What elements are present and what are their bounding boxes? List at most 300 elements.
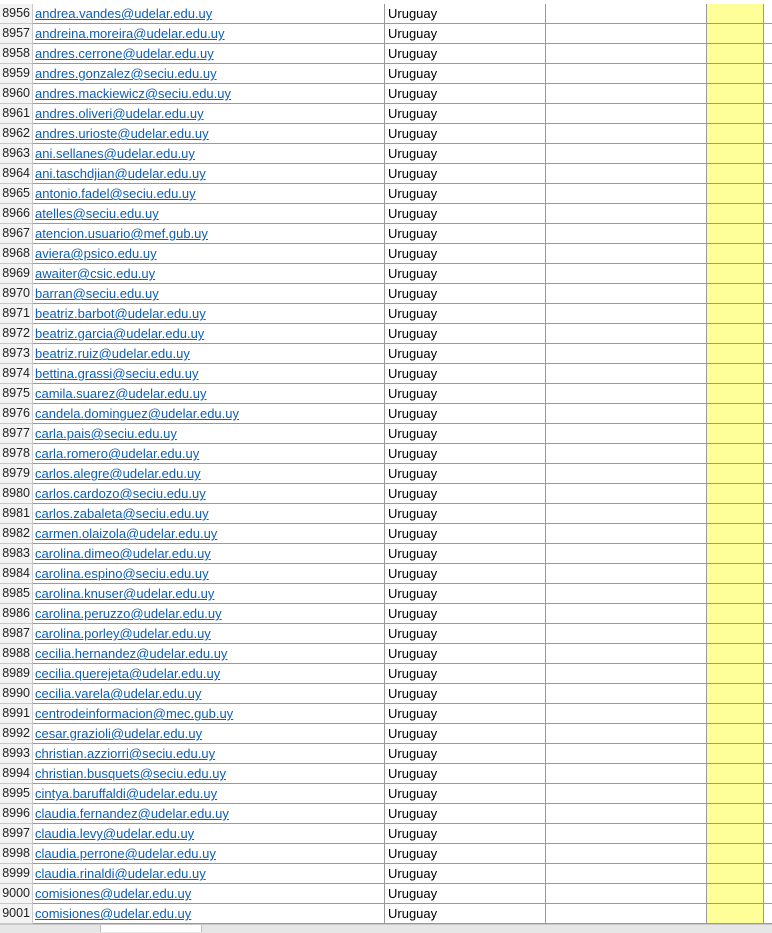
- empty-cell[interactable]: [546, 464, 707, 484]
- email-link[interactable]: claudia.rinaldi@udelar.edu.uy: [35, 866, 206, 881]
- email-link[interactable]: andres.urioste@udelar.edu.uy: [35, 126, 209, 141]
- country-cell[interactable]: Uruguay: [385, 884, 546, 904]
- email-link[interactable]: carolina.peruzzo@udelar.edu.uy: [35, 606, 222, 621]
- country-cell[interactable]: Uruguay: [385, 504, 546, 524]
- empty-cell[interactable]: [546, 904, 707, 924]
- email-cell[interactable]: [33, 484, 385, 504]
- highlighted-cell[interactable]: [707, 4, 764, 24]
- highlighted-cell[interactable]: [707, 24, 764, 44]
- partial-cell[interactable]: [764, 364, 772, 384]
- empty-cell[interactable]: [546, 504, 707, 524]
- email-cell[interactable]: [33, 564, 385, 584]
- country-cell[interactable]: Uruguay: [385, 124, 546, 144]
- row-number[interactable]: 8969: [0, 264, 33, 284]
- row-number[interactable]: 8991: [0, 704, 33, 724]
- row-number[interactable]: 8996: [0, 804, 33, 824]
- row-number[interactable]: 8988: [0, 644, 33, 664]
- partial-cell[interactable]: [764, 824, 772, 844]
- email-cell[interactable]: [33, 384, 385, 404]
- row-number[interactable]: 8960: [0, 84, 33, 104]
- email-cell[interactable]: [33, 224, 385, 244]
- highlighted-cell[interactable]: [707, 224, 764, 244]
- email-cell[interactable]: [33, 204, 385, 224]
- row-number[interactable]: 8964: [0, 164, 33, 184]
- country-cell[interactable]: Uruguay: [385, 744, 546, 764]
- partial-cell[interactable]: [764, 704, 772, 724]
- email-link[interactable]: andres.oliveri@udelar.edu.uy: [35, 106, 204, 121]
- country-cell[interactable]: Uruguay: [385, 404, 546, 424]
- empty-cell[interactable]: [546, 764, 707, 784]
- country-cell[interactable]: Uruguay: [385, 724, 546, 744]
- email-cell[interactable]: [33, 444, 385, 464]
- country-cell[interactable]: Uruguay: [385, 144, 546, 164]
- country-cell[interactable]: Uruguay: [385, 4, 546, 24]
- partial-cell[interactable]: [764, 104, 772, 124]
- email-link[interactable]: comisiones@udelar.edu.uy: [35, 906, 192, 921]
- partial-cell[interactable]: [764, 544, 772, 564]
- email-link[interactable]: claudia.levy@udelar.edu.uy: [35, 826, 195, 841]
- email-cell[interactable]: [33, 324, 385, 344]
- email-link[interactable]: cecilia.varela@udelar.edu.uy: [35, 686, 202, 701]
- partial-cell[interactable]: [764, 804, 772, 824]
- email-cell[interactable]: [33, 604, 385, 624]
- empty-cell[interactable]: [546, 364, 707, 384]
- empty-cell[interactable]: [546, 784, 707, 804]
- email-link[interactable]: cecilia.hernandez@udelar.edu.uy: [35, 646, 228, 661]
- email-cell[interactable]: [33, 504, 385, 524]
- country-cell[interactable]: Uruguay: [385, 844, 546, 864]
- row-number[interactable]: 8989: [0, 664, 33, 684]
- partial-cell[interactable]: [764, 444, 772, 464]
- country-cell[interactable]: Uruguay: [385, 224, 546, 244]
- email-link[interactable]: atelles@seciu.edu.uy: [35, 206, 159, 221]
- highlighted-cell[interactable]: [707, 164, 764, 184]
- email-link[interactable]: carla.pais@seciu.edu.uy: [35, 426, 177, 441]
- email-cell[interactable]: [33, 344, 385, 364]
- empty-cell[interactable]: [546, 44, 707, 64]
- empty-cell[interactable]: [546, 104, 707, 124]
- empty-cell[interactable]: [546, 724, 707, 744]
- partial-cell[interactable]: [764, 884, 772, 904]
- empty-cell[interactable]: [546, 404, 707, 424]
- highlighted-cell[interactable]: [707, 444, 764, 464]
- partial-cell[interactable]: [764, 644, 772, 664]
- row-number[interactable]: 8982: [0, 524, 33, 544]
- email-cell[interactable]: [33, 124, 385, 144]
- row-number[interactable]: 8965: [0, 184, 33, 204]
- row-number[interactable]: 8976: [0, 404, 33, 424]
- highlighted-cell[interactable]: [707, 804, 764, 824]
- country-cell[interactable]: Uruguay: [385, 364, 546, 384]
- highlighted-cell[interactable]: [707, 564, 764, 584]
- partial-cell[interactable]: [764, 904, 772, 924]
- highlighted-cell[interactable]: [707, 424, 764, 444]
- empty-cell[interactable]: [546, 244, 707, 264]
- row-number[interactable]: 8993: [0, 744, 33, 764]
- email-cell[interactable]: [33, 144, 385, 164]
- empty-cell[interactable]: [546, 804, 707, 824]
- highlighted-cell[interactable]: [707, 44, 764, 64]
- email-link[interactable]: carlos.alegre@udelar.edu.uy: [35, 466, 201, 481]
- email-link[interactable]: ani.taschdjian@udelar.edu.uy: [35, 166, 206, 181]
- partial-cell[interactable]: [764, 164, 772, 184]
- row-number[interactable]: 8978: [0, 444, 33, 464]
- email-link[interactable]: andres.gonzalez@seciu.edu.uy: [35, 66, 217, 81]
- email-cell[interactable]: [33, 304, 385, 324]
- partial-cell[interactable]: [764, 244, 772, 264]
- partial-cell[interactable]: [764, 144, 772, 164]
- row-number[interactable]: 8990: [0, 684, 33, 704]
- empty-cell[interactable]: [546, 704, 707, 724]
- email-cell[interactable]: [33, 244, 385, 264]
- partial-cell[interactable]: [764, 524, 772, 544]
- email-link[interactable]: andres.mackiewicz@seciu.edu.uy: [35, 86, 232, 101]
- partial-cell[interactable]: [764, 484, 772, 504]
- row-number[interactable]: 8962: [0, 124, 33, 144]
- partial-cell[interactable]: [764, 4, 772, 24]
- email-link[interactable]: claudia.perrone@udelar.edu.uy: [35, 846, 216, 861]
- partial-cell[interactable]: [764, 24, 772, 44]
- highlighted-cell[interactable]: [707, 104, 764, 124]
- email-cell[interactable]: [33, 784, 385, 804]
- row-number[interactable]: 8981: [0, 504, 33, 524]
- highlighted-cell[interactable]: [707, 584, 764, 604]
- email-link[interactable]: atencion.usuario@mef.gub.uy: [35, 226, 208, 241]
- row-number[interactable]: 8999: [0, 864, 33, 884]
- email-cell[interactable]: [33, 724, 385, 744]
- country-cell[interactable]: Uruguay: [385, 444, 546, 464]
- email-link[interactable]: carlos.cardozo@seciu.edu.uy: [35, 486, 206, 501]
- highlighted-cell[interactable]: [707, 624, 764, 644]
- highlighted-cell[interactable]: [707, 504, 764, 524]
- partial-cell[interactable]: [764, 264, 772, 284]
- highlighted-cell[interactable]: [707, 404, 764, 424]
- email-cell[interactable]: [33, 264, 385, 284]
- highlighted-cell[interactable]: [707, 244, 764, 264]
- highlighted-cell[interactable]: [707, 704, 764, 724]
- email-link[interactable]: carolina.dimeo@udelar.edu.uy: [35, 546, 211, 561]
- row-number[interactable]: 8998: [0, 844, 33, 864]
- highlighted-cell[interactable]: [707, 284, 764, 304]
- email-cell[interactable]: [33, 904, 385, 924]
- country-cell[interactable]: Uruguay: [385, 424, 546, 444]
- row-number[interactable]: 8956: [0, 4, 33, 24]
- partial-cell[interactable]: [764, 844, 772, 864]
- country-cell[interactable]: Uruguay: [385, 24, 546, 44]
- row-number[interactable]: 8966: [0, 204, 33, 224]
- email-cell[interactable]: [33, 364, 385, 384]
- empty-cell[interactable]: [546, 824, 707, 844]
- email-link[interactable]: andrea.vandes@udelar.edu.uy: [35, 6, 213, 21]
- empty-cell[interactable]: [546, 344, 707, 364]
- highlighted-cell[interactable]: [707, 364, 764, 384]
- row-number[interactable]: 8957: [0, 24, 33, 44]
- partial-cell[interactable]: [764, 224, 772, 244]
- email-link[interactable]: cecilia.querejeta@udelar.edu.uy: [35, 666, 221, 681]
- highlighted-cell[interactable]: [707, 784, 764, 804]
- partial-cell[interactable]: [764, 124, 772, 144]
- partial-cell[interactable]: [764, 84, 772, 104]
- email-cell[interactable]: [33, 804, 385, 824]
- highlighted-cell[interactable]: [707, 884, 764, 904]
- partial-cell[interactable]: [764, 764, 772, 784]
- partial-cell[interactable]: [764, 664, 772, 684]
- email-cell[interactable]: [33, 24, 385, 44]
- highlighted-cell[interactable]: [707, 464, 764, 484]
- email-link[interactable]: bettina.grassi@seciu.edu.uy: [35, 366, 199, 381]
- country-cell[interactable]: Uruguay: [385, 784, 546, 804]
- email-link[interactable]: candela.dominguez@udelar.edu.uy: [35, 406, 240, 421]
- email-cell[interactable]: [33, 844, 385, 864]
- row-number[interactable]: 8973: [0, 344, 33, 364]
- email-link[interactable]: christian.busquets@seciu.edu.uy: [35, 766, 226, 781]
- highlighted-cell[interactable]: [707, 724, 764, 744]
- email-cell[interactable]: [33, 644, 385, 664]
- empty-cell[interactable]: [546, 424, 707, 444]
- row-number[interactable]: 8983: [0, 544, 33, 564]
- partial-cell[interactable]: [764, 564, 772, 584]
- email-cell[interactable]: [33, 864, 385, 884]
- email-cell[interactable]: [33, 104, 385, 124]
- partial-cell[interactable]: [764, 864, 772, 884]
- country-cell[interactable]: Uruguay: [385, 684, 546, 704]
- email-cell[interactable]: [33, 824, 385, 844]
- country-cell[interactable]: Uruguay: [385, 464, 546, 484]
- partial-cell[interactable]: [764, 504, 772, 524]
- highlighted-cell[interactable]: [707, 344, 764, 364]
- country-cell[interactable]: Uruguay: [385, 484, 546, 504]
- row-number[interactable]: 8958: [0, 44, 33, 64]
- empty-cell[interactable]: [546, 144, 707, 164]
- empty-cell[interactable]: [546, 284, 707, 304]
- empty-cell[interactable]: [546, 4, 707, 24]
- email-cell[interactable]: [33, 84, 385, 104]
- row-number[interactable]: 8977: [0, 424, 33, 444]
- email-link[interactable]: cintya.baruffaldi@udelar.edu.uy: [35, 786, 218, 801]
- email-link[interactable]: carmen.olaizola@udelar.edu.uy: [35, 526, 218, 541]
- email-cell[interactable]: [33, 404, 385, 424]
- email-link[interactable]: claudia.fernandez@udelar.edu.uy: [35, 806, 229, 821]
- empty-cell[interactable]: [546, 124, 707, 144]
- empty-cell[interactable]: [546, 844, 707, 864]
- partial-cell[interactable]: [764, 744, 772, 764]
- country-cell[interactable]: Uruguay: [385, 384, 546, 404]
- highlighted-cell[interactable]: [707, 604, 764, 624]
- highlighted-cell[interactable]: [707, 844, 764, 864]
- email-link[interactable]: awaiter@csic.edu.uy: [35, 266, 156, 281]
- partial-cell[interactable]: [764, 404, 772, 424]
- row-number[interactable]: 8967: [0, 224, 33, 244]
- partial-cell[interactable]: [764, 424, 772, 444]
- highlighted-cell[interactable]: [707, 84, 764, 104]
- empty-cell[interactable]: [546, 304, 707, 324]
- email-cell[interactable]: [33, 64, 385, 84]
- partial-cell[interactable]: [764, 304, 772, 324]
- country-cell[interactable]: Uruguay: [385, 904, 546, 924]
- email-cell[interactable]: [33, 164, 385, 184]
- partial-cell[interactable]: [764, 584, 772, 604]
- highlighted-cell[interactable]: [707, 264, 764, 284]
- country-cell[interactable]: Uruguay: [385, 704, 546, 724]
- row-number[interactable]: 8994: [0, 764, 33, 784]
- empty-cell[interactable]: [546, 64, 707, 84]
- email-link[interactable]: beatriz.ruiz@udelar.edu.uy: [35, 346, 190, 361]
- highlighted-cell[interactable]: [707, 304, 764, 324]
- row-number[interactable]: 8963: [0, 144, 33, 164]
- partial-cell[interactable]: [764, 284, 772, 304]
- email-link[interactable]: carla.romero@udelar.edu.uy: [35, 446, 200, 461]
- highlighted-cell[interactable]: [707, 644, 764, 664]
- email-cell[interactable]: [33, 424, 385, 444]
- empty-cell[interactable]: [546, 444, 707, 464]
- country-cell[interactable]: Uruguay: [385, 604, 546, 624]
- highlighted-cell[interactable]: [707, 544, 764, 564]
- highlighted-cell[interactable]: [707, 524, 764, 544]
- row-number[interactable]: 8959: [0, 64, 33, 84]
- empty-cell[interactable]: [546, 664, 707, 684]
- email-cell[interactable]: [33, 884, 385, 904]
- email-link[interactable]: andreina.moreira@udelar.edu.uy: [35, 26, 225, 41]
- row-number[interactable]: 8979: [0, 464, 33, 484]
- highlighted-cell[interactable]: [707, 904, 764, 924]
- empty-cell[interactable]: [546, 684, 707, 704]
- highlighted-cell[interactable]: [707, 484, 764, 504]
- partial-cell[interactable]: [764, 684, 772, 704]
- country-cell[interactable]: Uruguay: [385, 544, 546, 564]
- highlighted-cell[interactable]: [707, 184, 764, 204]
- email-cell[interactable]: [33, 744, 385, 764]
- highlighted-cell[interactable]: [707, 824, 764, 844]
- row-number[interactable]: 8986: [0, 604, 33, 624]
- empty-cell[interactable]: [546, 24, 707, 44]
- empty-cell[interactable]: [546, 324, 707, 344]
- country-cell[interactable]: Uruguay: [385, 584, 546, 604]
- email-cell[interactable]: [33, 4, 385, 24]
- email-link[interactable]: comisiones@udelar.edu.uy: [35, 886, 192, 901]
- row-number[interactable]: 8972: [0, 324, 33, 344]
- partial-cell[interactable]: [764, 784, 772, 804]
- country-cell[interactable]: Uruguay: [385, 804, 546, 824]
- highlighted-cell[interactable]: [707, 144, 764, 164]
- country-cell[interactable]: Uruguay: [385, 44, 546, 64]
- country-cell[interactable]: Uruguay: [385, 824, 546, 844]
- empty-cell[interactable]: [546, 744, 707, 764]
- empty-cell[interactable]: [546, 264, 707, 284]
- highlighted-cell[interactable]: [707, 384, 764, 404]
- partial-cell[interactable]: [764, 384, 772, 404]
- row-number[interactable]: 8974: [0, 364, 33, 384]
- email-cell[interactable]: [33, 544, 385, 564]
- email-link[interactable]: beatriz.garcia@udelar.edu.uy: [35, 326, 205, 341]
- email-link[interactable]: carlos.zabaleta@seciu.edu.uy: [35, 506, 209, 521]
- country-cell[interactable]: Uruguay: [385, 564, 546, 584]
- country-cell[interactable]: Uruguay: [385, 204, 546, 224]
- email-cell[interactable]: [33, 184, 385, 204]
- row-number[interactable]: 8984: [0, 564, 33, 584]
- row-number[interactable]: 9001: [0, 904, 33, 924]
- highlighted-cell[interactable]: [707, 664, 764, 684]
- row-number[interactable]: 8987: [0, 624, 33, 644]
- highlighted-cell[interactable]: [707, 124, 764, 144]
- partial-cell[interactable]: [764, 184, 772, 204]
- country-cell[interactable]: Uruguay: [385, 284, 546, 304]
- email-link[interactable]: camila.suarez@udelar.edu.uy: [35, 386, 207, 401]
- row-number[interactable]: 8975: [0, 384, 33, 404]
- email-link[interactable]: andres.cerrone@udelar.edu.uy: [35, 46, 214, 61]
- partial-cell[interactable]: [764, 64, 772, 84]
- partial-cell[interactable]: [764, 44, 772, 64]
- country-cell[interactable]: Uruguay: [385, 104, 546, 124]
- row-number[interactable]: 8985: [0, 584, 33, 604]
- empty-cell[interactable]: [546, 584, 707, 604]
- email-link[interactable]: christian.azziorri@seciu.edu.uy: [35, 746, 216, 761]
- email-link[interactable]: antonio.fadel@seciu.edu.uy: [35, 186, 196, 201]
- country-cell[interactable]: Uruguay: [385, 324, 546, 344]
- email-link[interactable]: aviera@psico.edu.uy: [35, 246, 157, 261]
- email-cell[interactable]: [33, 44, 385, 64]
- country-cell[interactable]: Uruguay: [385, 524, 546, 544]
- country-cell[interactable]: Uruguay: [385, 644, 546, 664]
- empty-cell[interactable]: [546, 604, 707, 624]
- country-cell[interactable]: Uruguay: [385, 664, 546, 684]
- country-cell[interactable]: Uruguay: [385, 864, 546, 884]
- empty-cell[interactable]: [546, 204, 707, 224]
- country-cell[interactable]: Uruguay: [385, 64, 546, 84]
- partial-cell[interactable]: [764, 604, 772, 624]
- country-cell[interactable]: Uruguay: [385, 184, 546, 204]
- empty-cell[interactable]: [546, 864, 707, 884]
- highlighted-cell[interactable]: [707, 204, 764, 224]
- row-number[interactable]: 8968: [0, 244, 33, 264]
- empty-cell[interactable]: [546, 484, 707, 504]
- empty-cell[interactable]: [546, 624, 707, 644]
- row-number[interactable]: 8995: [0, 784, 33, 804]
- row-number[interactable]: 8980: [0, 484, 33, 504]
- email-link[interactable]: ani.sellanes@udelar.edu.uy: [35, 146, 195, 161]
- email-cell[interactable]: [33, 764, 385, 784]
- partial-cell[interactable]: [764, 324, 772, 344]
- empty-cell[interactable]: [546, 644, 707, 664]
- email-link[interactable]: carolina.espino@seciu.edu.uy: [35, 566, 209, 581]
- highlighted-cell[interactable]: [707, 764, 764, 784]
- empty-cell[interactable]: [546, 384, 707, 404]
- row-number[interactable]: 8970: [0, 284, 33, 304]
- empty-cell[interactable]: [546, 84, 707, 104]
- country-cell[interactable]: Uruguay: [385, 624, 546, 644]
- row-number[interactable]: 8961: [0, 104, 33, 124]
- email-link[interactable]: barran@seciu.edu.uy: [35, 286, 159, 301]
- highlighted-cell[interactable]: [707, 864, 764, 884]
- country-cell[interactable]: Uruguay: [385, 344, 546, 364]
- highlighted-cell[interactable]: [707, 324, 764, 344]
- empty-cell[interactable]: [546, 564, 707, 584]
- empty-cell[interactable]: [546, 224, 707, 244]
- country-cell[interactable]: Uruguay: [385, 164, 546, 184]
- email-cell[interactable]: [33, 704, 385, 724]
- row-number[interactable]: 8992: [0, 724, 33, 744]
- email-link[interactable]: carolina.knuser@udelar.edu.uy: [35, 586, 215, 601]
- partial-cell[interactable]: [764, 464, 772, 484]
- empty-cell[interactable]: [546, 544, 707, 564]
- partial-cell[interactable]: [764, 724, 772, 744]
- country-cell[interactable]: Uruguay: [385, 764, 546, 784]
- empty-cell[interactable]: [546, 884, 707, 904]
- email-link[interactable]: beatriz.barbot@udelar.edu.uy: [35, 306, 206, 321]
- email-link[interactable]: centrodeinformacion@mec.gub.uy: [35, 706, 234, 721]
- country-cell[interactable]: Uruguay: [385, 84, 546, 104]
- partial-cell[interactable]: [764, 624, 772, 644]
- highlighted-cell[interactable]: [707, 64, 764, 84]
